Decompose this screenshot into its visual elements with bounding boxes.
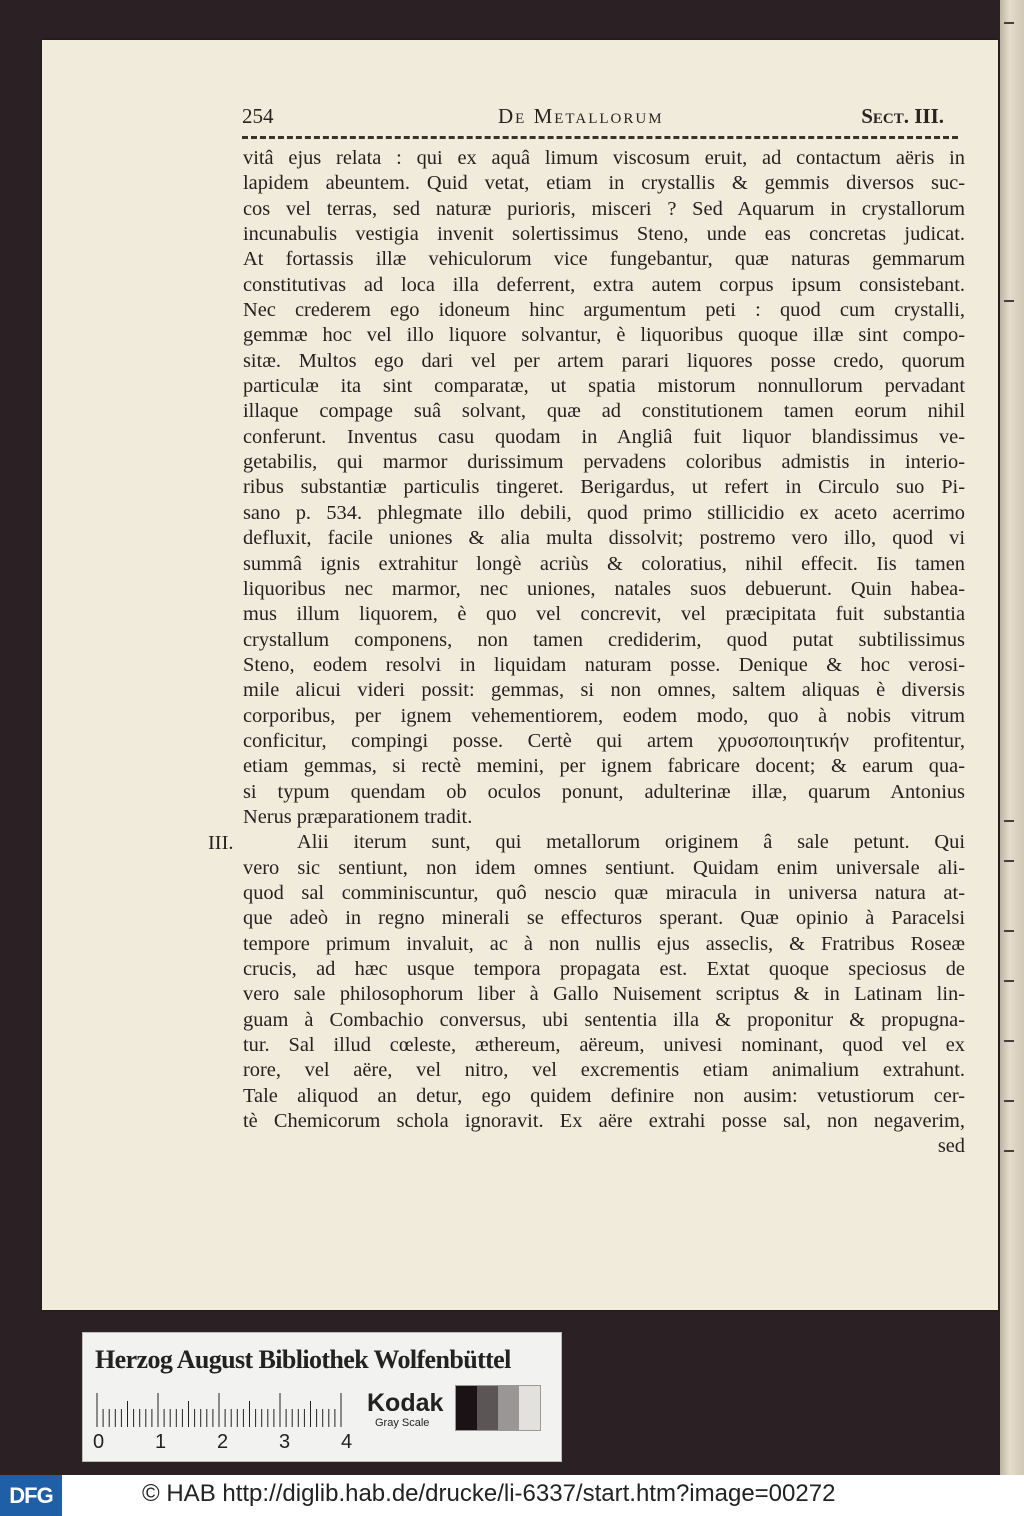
text-line: crystallum componens, non tamen crediderim, quod putat subtilissimus xyxy=(243,628,965,651)
next-page-edge xyxy=(1000,0,1024,1475)
gray-patch xyxy=(456,1386,477,1430)
text-line: Nerus præparationem tradit. xyxy=(243,805,473,828)
neighbour-page-fragment xyxy=(1004,980,1014,982)
text-line: etiam gemmas, si rectè memini, per ignem fabricare docent; & earum qua- xyxy=(243,755,965,778)
gray-patch xyxy=(519,1386,540,1430)
neighbour-page-fragment xyxy=(1004,930,1014,932)
section-label: Sect. III. xyxy=(861,104,944,128)
text-line: gemmæ hoc vel illo liquore solvantur, è liquoribus quoque illæ sint compo- xyxy=(243,324,965,347)
text-line: corporibus, per ignem vehementiorem, eodem modo, quo à nobis vitrum xyxy=(243,704,965,727)
neighbour-page-fragment xyxy=(1004,22,1014,24)
text-line: conferunt. Inventus casu quodam in Angliâ fuit liquor blandissimus ve- xyxy=(243,425,965,448)
library-card xyxy=(82,1332,562,1462)
ruler-number: 0 xyxy=(93,1431,105,1453)
ruler-number: 1 xyxy=(155,1431,167,1453)
text-line: si typum quendam ob oculos ponunt, adulterinæ illæ, quarum Antonius xyxy=(243,780,965,803)
text-line: mus illum liquorem, è quo vel concrevit, vel præcipitata fuit substantia xyxy=(243,603,965,626)
footer-bar xyxy=(0,1475,1024,1516)
text-line: summâ ignis extrahitur longè acriùs & coloratius, nihil effecit. Iis tamen xyxy=(243,552,965,575)
header-rule xyxy=(242,136,958,139)
text-line: illaque compage suâ solvant, quæ ad constitutionem tamen eorum nihil xyxy=(243,400,965,423)
neighbour-page-fragment xyxy=(1004,1040,1014,1042)
text-line: mile alicui videri possit: gemmas, si non omnes, saltem aliquas è diversis xyxy=(243,679,965,702)
gray-patch xyxy=(477,1386,498,1430)
text-line: Alii iterum sunt, qui metallorum originem â sale petunt. Qui xyxy=(297,831,965,854)
text-line: quod sal comminiscuntur, quô nescio quæ miracula in universa natura at- xyxy=(243,881,965,904)
ruler-number: 4 xyxy=(341,1431,353,1453)
neighbour-page-fragment xyxy=(1004,860,1014,862)
copyright-url: © HAB http://diglib.hab.de/drucke/li-6337/start.htm?image=00272 xyxy=(142,1480,836,1507)
text-line: cos vel terras, sed naturæ purioris, misceri ? Sed Aquarum in crystallorum xyxy=(243,197,965,220)
text-line: ribus substantiæ particulis tingeret. Berigardus, ut refert in Circulo suo Pi- xyxy=(243,476,965,499)
ruler-number: 2 xyxy=(217,1431,229,1453)
running-head xyxy=(242,104,962,132)
text-line: vero sic sentiunt, non idem omnes sentiunt. Quidam enim universale ali- xyxy=(243,856,965,879)
kodak-subtitle: Gray Scale xyxy=(375,1417,430,1429)
text-line: vitâ ejus relata : qui ex aquâ limum viscosum eruit, ad contactum aëris in xyxy=(243,147,965,169)
ruler-numbers xyxy=(93,1431,363,1455)
text-line: sitæ. Multos ego dari vel per artem parari liquores posse credo, quorum xyxy=(243,349,965,372)
text-line: Nec crederem ego idoneum hinc argumentum peti : quod cum crystalli, xyxy=(243,299,965,322)
text-line: getabilis, qui marmor durissimum pervadens coloribus admistis in interio- xyxy=(243,451,965,474)
text-line: tur. Sal illud cœleste, æthereum, aëreum, univesi nominant, quod vel ex xyxy=(243,1034,965,1057)
gray-scale-patches xyxy=(455,1385,541,1431)
paragraph-marker: III. xyxy=(208,832,234,854)
text-line: guam à Combachio conversus, ubi sententia illa & proponitur & propugna- xyxy=(243,1008,965,1031)
neighbour-page-fragment xyxy=(1004,1150,1014,1152)
text-line: Tale aliquod an detur, ego quidem definire non ausim: vetustiorum cer- xyxy=(243,1084,965,1107)
text-line: liquoribus nec marmor, nec uniones, natales suos debuerunt. Quin habea- xyxy=(243,577,965,600)
body-text xyxy=(243,146,965,1160)
text-line: conficitur, compingi posse. Certè qui artem χρυσοποιητικήν profitentur, xyxy=(243,729,965,752)
text-line: At fortassis illæ vehiculorum vice fungebantur, quæ naturas gemmarum xyxy=(243,248,965,271)
text-line: constitutivas ad loca illa deferrent, extra autem corpus ipsum consistebant. xyxy=(243,273,965,296)
ruler-scale xyxy=(95,1391,345,1427)
neighbour-page-fragment xyxy=(1004,1100,1014,1102)
text-line: defluxit, facile uniones & alia multa dissolvit; postremo vero illo, quod vi xyxy=(243,527,965,550)
page-number: 254 xyxy=(242,104,274,128)
neighbour-page-fragment xyxy=(1004,820,1014,822)
text-line: tè Chemicorum schola ignoravit. Ex aëre extrahi posse sal, non negaverim, xyxy=(243,1110,965,1133)
library-title: Herzog August Bibliothek Wolfenbüttel xyxy=(95,1345,511,1374)
text-line: lapidem abeuntem. Quid vetat, etiam in crystallis & gemmis diversos suc- xyxy=(243,172,965,195)
text-line: incunabulis vestigia invenit solertissimus Steno, unde eas concretas judicat. xyxy=(243,223,965,246)
text-line: rore, vel aëre, vel nitro, vel excrementis etiam animalium extrahunt. xyxy=(243,1059,965,1082)
text-line: Steno, eodem resolvi in liquidam naturam posse. Denique & hoc verosi- xyxy=(243,653,965,676)
text-line: crucis, ad hæc usque tempora propagata est. Extat quoque speciosus de xyxy=(243,958,965,980)
text-line: que adeò in regno minerali se effecturos sperant. Quæ opinio à Paracelsi xyxy=(243,907,965,930)
neighbour-page-fragment xyxy=(1004,300,1014,302)
dfg-logo: DFG xyxy=(0,1475,62,1516)
text-line: tempore primum invaluit, ac à non nullis ejus asseclis, & Fratribus Roseæ xyxy=(243,932,965,955)
kodak-logo: Kodak xyxy=(367,1389,444,1417)
text-line: particulæ ita sint comparatæ, ut spatia mistorum nonnullorum pervadant xyxy=(243,375,965,398)
ruler-number: 3 xyxy=(279,1431,291,1453)
running-title: De Metallorum xyxy=(498,104,664,128)
text-line: vero sale philosophorum liber à Gallo Nuisement scriptus & in Latinam lin- xyxy=(243,983,965,1006)
text-line: sano p. 534. phlegmate illo debili, quod primo stillicidio ex aceto acerrimo xyxy=(243,501,965,524)
gray-patch xyxy=(498,1386,519,1430)
text-line: sed xyxy=(937,1135,965,1158)
